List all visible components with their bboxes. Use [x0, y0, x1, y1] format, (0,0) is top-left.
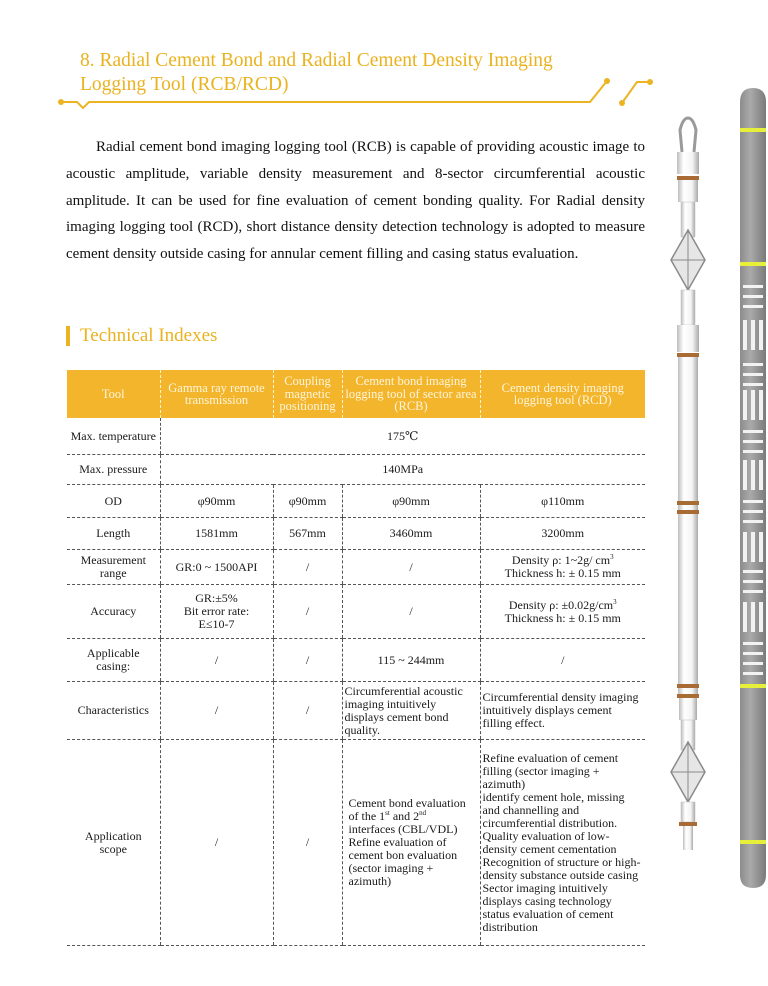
row-label: Max. temperature: [67, 418, 160, 455]
cell-line: Thickness h: ± 0.15 mm: [504, 610, 621, 625]
superscript: nd: [419, 809, 427, 817]
cell-line: E≤10-7: [198, 617, 235, 631]
section-title: Technical Indexes: [80, 325, 218, 346]
cell-line: Bit error rate:: [183, 604, 250, 618]
row-label: OD: [67, 485, 160, 518]
header-coupling: Coupling magnetic positioning: [273, 370, 342, 418]
cell-line: [484, 599, 643, 612]
cell-value: φ90mm: [160, 485, 273, 518]
row-label: Measurement range: [67, 550, 160, 585]
cell-value: φ90mm: [342, 485, 480, 518]
cell-value: 3200mm: [480, 518, 645, 550]
cell-value: /: [273, 639, 342, 682]
cell-value: φ110mm: [480, 485, 645, 518]
cell-value: 1581mm: [160, 518, 273, 550]
table-row: [67, 418, 645, 455]
header-gamma: Gamma ray remote transmission: [160, 370, 273, 418]
row-label: Accuracy: [67, 585, 160, 639]
cell-value: [342, 740, 480, 946]
cell-value: /: [273, 585, 342, 639]
cell-line: identify cement hole, missing and channelling and circumferential distribution.: [482, 789, 625, 830]
cell-line: GR:±5%: [195, 591, 238, 605]
cell-text: Density ρ: ±0.02g/cm: [508, 597, 614, 612]
header-tool: Tool: [67, 370, 160, 418]
cell-value: 567mm: [273, 518, 342, 550]
table-row: [67, 585, 645, 639]
cell-text: Cement bond evaluation of the 1: [348, 796, 466, 823]
cell-line: Recognition of structure or high-density substance outside casing: [482, 854, 641, 882]
section-header: [66, 324, 217, 348]
technical-indexes-table: [67, 370, 645, 946]
table-row: [67, 550, 645, 585]
cell-line: Refine evaluation of cement filling (sector imaging + azimuth): [482, 750, 619, 791]
rcd-tool-icon: [740, 88, 766, 888]
cell-value: 175℃: [160, 418, 645, 455]
title-underline-decoration: [55, 60, 655, 120]
cell-line: Thickness h: ± 0.15 mm: [504, 566, 621, 580]
cell-value: /: [160, 682, 273, 740]
cell-value: /: [273, 740, 342, 946]
intro-paragraph: Radial cement bond imaging logging tool (RCB) is capable of providing acoustic image to acoustic amplitude, variable density measurement and 8-sector circumferential acoustic amplitude. It can be used for fine evaluation of cement bonding quality. For Radial density imaging logging tool (RCD), short distance density detection technology is adopted to measure cement density outside casing for annular cement filling and casing status evaluation.: [66, 139, 645, 263]
row-label: Max. pressure: [67, 455, 160, 485]
cell-value: /: [273, 682, 342, 740]
cell-text: Density ρ: 1~2g/ cm: [511, 553, 611, 567]
table-row: [67, 455, 645, 485]
cell-value: [480, 740, 645, 946]
cell-value: /: [273, 550, 342, 585]
superscript: 3: [610, 553, 614, 561]
table-row: [67, 682, 645, 740]
row-label: Length: [67, 518, 160, 550]
cell-text: interfaces (CBL/VDL) Refine evaluation of cement bon evaluation (sector imaging + azimuth): [348, 822, 458, 888]
table-row: [67, 518, 645, 550]
superscript: st: [385, 809, 390, 817]
cell-value: [480, 585, 645, 639]
superscript: 3: [613, 597, 617, 606]
cell-value: /: [160, 740, 273, 946]
cell-value: /: [342, 585, 480, 639]
table-header-row: [67, 370, 645, 418]
row-label: Characteristics: [67, 682, 160, 740]
cell-value: [160, 585, 273, 639]
cell-value: [480, 550, 645, 585]
page-title: 8. Radial Cement Bond and Radial Cement Density Imaging Logging Tool (RCB/RCD): [80, 50, 553, 95]
cell-value: 115 ~ 244mm: [342, 639, 480, 682]
cell-line: Sector imaging intuitively displays casing technology status evaluation of cement distribution: [482, 880, 614, 934]
cell-value: Circumferential density imaging intuitively displays cement filling effect.: [480, 682, 645, 740]
cell-value: /: [480, 639, 645, 682]
row-label: Application scope: [67, 740, 160, 946]
rcb-tool-icon: [671, 118, 705, 850]
cell-value: /: [160, 639, 273, 682]
cell-value: φ90mm: [273, 485, 342, 518]
cell-line: Quality evaluation of low-density cement cementation: [482, 828, 617, 856]
table-row: [67, 485, 645, 518]
cell-value: GR:0 ~ 1500API: [160, 550, 273, 585]
header-rcb: Cement bond imaging logging tool of sector area (RCB): [342, 370, 480, 418]
cell-value: /: [342, 550, 480, 585]
table-row: [67, 639, 645, 682]
table-row: [67, 740, 645, 946]
cell-text: and 2: [389, 809, 420, 823]
row-label: Applicable casing:: [67, 639, 160, 682]
header-rcd: Cement density imaging logging tool (RCD): [480, 370, 645, 418]
section-marker: [66, 326, 70, 346]
cell-value: Circumferential acoustic imaging intuitively displays cement bond quality.: [342, 682, 480, 740]
cell-value: 140MPa: [160, 455, 645, 485]
logging-tool-illustration: [655, 80, 768, 890]
cell-value: 3460mm: [342, 518, 480, 550]
